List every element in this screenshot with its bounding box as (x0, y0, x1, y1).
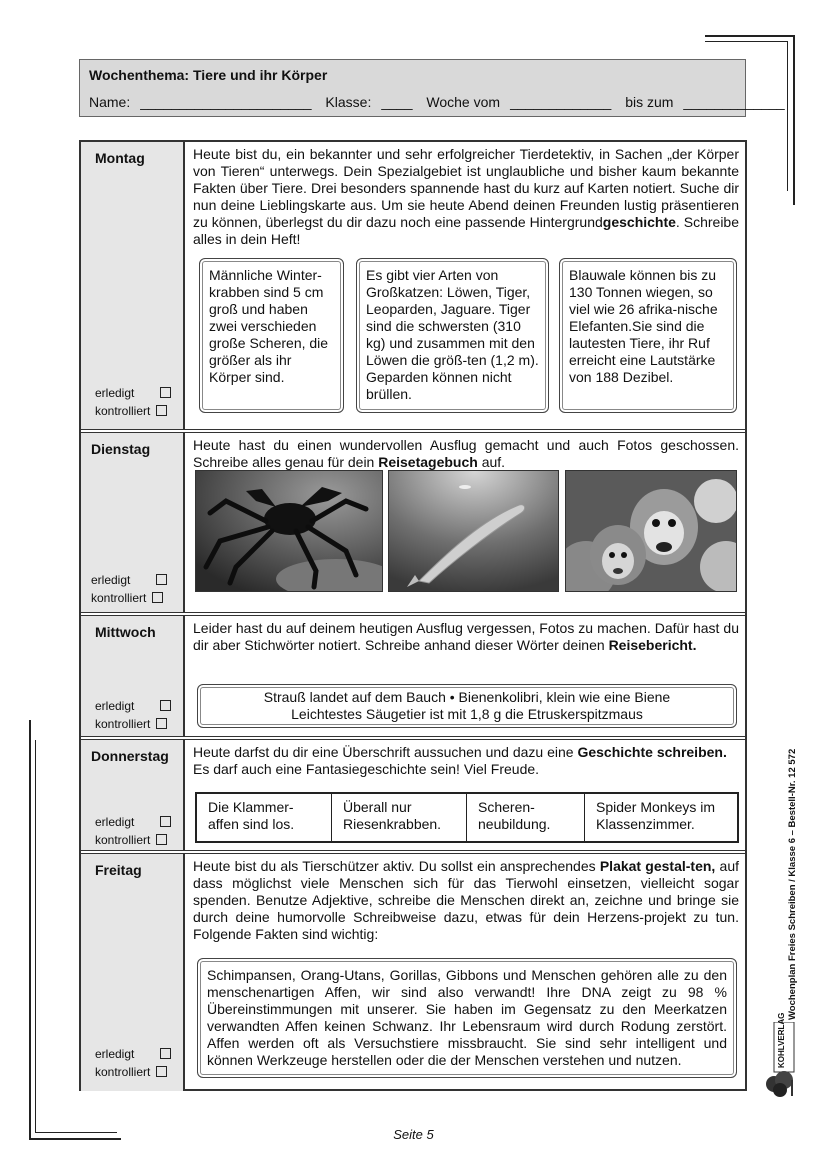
checked-check[interactable]: kontrolliert (91, 591, 163, 605)
fact-card-crab: Männliche Winter-krabben sind 5 cm groß und haben zwei verschieden große Scheren, die größer als ihr Körper sind. (199, 258, 344, 413)
checkbox-icon[interactable] (160, 816, 171, 827)
fact-card-bigcats: Es gibt vier Arten von Großkatzen: Löwen, Tiger, Leoparden, Jaguare. Tiger sind die schwersten (310 kg) und zusammen mit den Löwen die größ-ten (1,2 m). Geparden können nicht brüllen. (356, 258, 549, 413)
checked-check[interactable]: kontrolliert (95, 833, 167, 847)
checkbox-icon[interactable] (160, 1048, 171, 1059)
corner-line-top-right-h2 (705, 41, 787, 42)
day-name: Dienstag (91, 441, 151, 457)
student-info-line (89, 94, 795, 110)
day-name: Montag (95, 150, 145, 166)
story-titles-table (195, 792, 739, 843)
day-row-freitag (81, 854, 745, 1091)
day-row-montag (81, 142, 745, 433)
day-row-donnerstag (81, 740, 745, 854)
side-order-text: Wochenplan Freies Schreiben / Klasse 6 – Bestell-Nr. 12 572 (787, 748, 798, 1020)
day-cell (81, 854, 185, 1091)
publisher-logo (764, 1012, 804, 1107)
title-option-4[interactable]: Spider Monkeys im Klassenzimmer. (596, 799, 716, 832)
day-row-mittwoch (81, 616, 745, 740)
day-cell (81, 433, 185, 612)
photo-monkeys (565, 470, 737, 592)
done-check[interactable]: erledigt (91, 573, 167, 587)
task-text: Heute hast du einen wundervollen Ausflug gemacht und auch Fotos geschossen. Schreibe alles genau für dein Reisetagebuch auf. (193, 437, 739, 470)
checkbox-icon[interactable] (156, 834, 167, 845)
task-text: Heute bist du, ein bekannter und sehr erfolgreicher Tierdetektiv, in Sachen „der Körper von Tieren“ unterwegs. Dein Spezialgebiet ist unglaubliche und bisher kaum bekannte Fakten über Tiere. Drei besonders spannende hast du kurz auf Karten notiert. Suche dir nun deine Lieblingskarte aus. Um sie heute Abend deinen Freunden lustig präsentieren zu können, überlegst du dir dazu noch eine passende Hintergrundgeschichte. Schreibe alles in dein Heft! (193, 146, 739, 247)
day-cell (81, 740, 185, 850)
keywords-line-1: Strauß landet auf dem Bauch • Bienenkolibri, klein wie eine Biene (263, 689, 671, 705)
keywords-line-2: Leichtestes Säugetier ist mit 1,8 g die Etruskerspitzmaus (291, 706, 643, 722)
monkeys-image (566, 471, 737, 592)
checked-check[interactable]: kontrolliert (95, 717, 167, 731)
checkbox-icon[interactable] (160, 387, 171, 398)
day-name: Freitag (95, 862, 142, 878)
week-blank[interactable]: _____________ (510, 94, 612, 110)
done-check[interactable]: erledigt (95, 1047, 171, 1061)
facts-box: Schimpansen, Orang-Utans, Gorillas, Gibbons und Menschen gehören alle zu den menschenartigen Affen, wir sind also verwandt! Ihre DNA zeigt zu 98 % Übereinstimmungen mit unserer. Sie haben im Gegensatz zu den Meerkatzen verwandten Affen keinen Schwanz. Ihr Lebensraum wird durch Rodung zerstört. Affen werden oft als Versuchstiere missbraucht. Sie sind sehr intelligent und können Werkzeuge herstellen oder die der Menschen verstehen und nutzen. (197, 958, 737, 1078)
checkbox-icon[interactable] (152, 592, 163, 603)
publisher-name: KOHLVERLAG (777, 1012, 786, 1068)
task-text: Leider hast du auf deinem heutigen Ausflug vergessen, Fotos zu machen. Dafür hast du dir aber Stichwörter notiert. Schreibe anhand dieser Wörter deinen Reisebericht. (193, 620, 739, 653)
checkbox-icon[interactable] (156, 574, 167, 585)
weekly-plan-table (79, 140, 747, 1091)
whale-image (389, 471, 559, 592)
keywords-box (197, 684, 737, 728)
task-text: Heute bist du als Tierschützer aktiv. Du sollst ein ansprechendes Plakat gestal-ten, auf dass möglichst viele Menschen sich für das Tierwohl einsetzen, vielleicht sogar spenden. Benutze Adjektive, schreibe die Menschen direkt an, zeichne und bringe sie durch deine humorvolle Schreibweise dazu, etwas für dein Herzens-projekt zu tun. Folgende Fakten sind wichtig: (193, 858, 740, 942)
title-option-1[interactable]: Die Klammer-affen sind los. (197, 794, 332, 841)
day-name: Mittwoch (95, 624, 156, 640)
until-label: bis zum (625, 94, 674, 110)
photo-crab (195, 470, 383, 592)
crab-image (196, 471, 383, 592)
corner-line-top-right-v2 (787, 41, 788, 191)
day-row-dienstag (81, 433, 745, 616)
worksheet-header (79, 59, 785, 117)
checkbox-icon[interactable] (156, 405, 167, 416)
corner-line-bottom-left-v2 (35, 740, 36, 1132)
day-cell (81, 142, 185, 429)
checkbox-icon[interactable] (156, 718, 167, 729)
task-text: Heute darfst du dir eine Überschrift aussuchen und dazu eine Geschichte schreiben. Es darf auch eine Fantasiegeschichte sein! Viel Freude. (193, 744, 727, 777)
checkbox-icon[interactable] (160, 700, 171, 711)
week-topic-title: Wochenthema: Tiere und ihr Körper (89, 67, 328, 83)
class-label: Klasse: (325, 94, 372, 110)
day-name: Donnerstag (91, 748, 169, 764)
corner-line-bottom-left-v (29, 720, 31, 1140)
page-number: Seite 5 (393, 1127, 434, 1142)
photo-whale (388, 470, 559, 592)
corner-line-top-right-h (705, 35, 795, 37)
name-label: Name: (89, 94, 131, 110)
title-option-3[interactable]: Scheren-neubildung. (467, 794, 585, 841)
class-blank[interactable]: ____ (381, 94, 413, 110)
checked-check[interactable]: kontrolliert (95, 404, 167, 418)
until-blank[interactable]: _____________ (683, 94, 785, 110)
corner-line-top-right-v (793, 35, 795, 205)
day-cell (81, 616, 185, 736)
done-check[interactable]: erledigt (95, 386, 171, 400)
done-check[interactable]: erledigt (95, 815, 171, 829)
name-blank[interactable]: ______________________ (140, 94, 312, 110)
done-check[interactable]: erledigt (95, 699, 171, 713)
week-label: Woche vom (426, 94, 501, 110)
title-option-2[interactable]: Überall nur Riesenkrabben. (332, 794, 467, 841)
fact-card-bluewhale: Blauwale können bis zu 130 Tonnen wiegen, so viel wie 26 afrika-nische Elefanten.Sie sind die lautesten Tiere, ihr Ruf erreicht eine Lautstärke von 188 Dezibel. (559, 258, 737, 413)
checkbox-icon[interactable] (156, 1066, 167, 1077)
checked-check[interactable]: kontrolliert (95, 1065, 167, 1079)
